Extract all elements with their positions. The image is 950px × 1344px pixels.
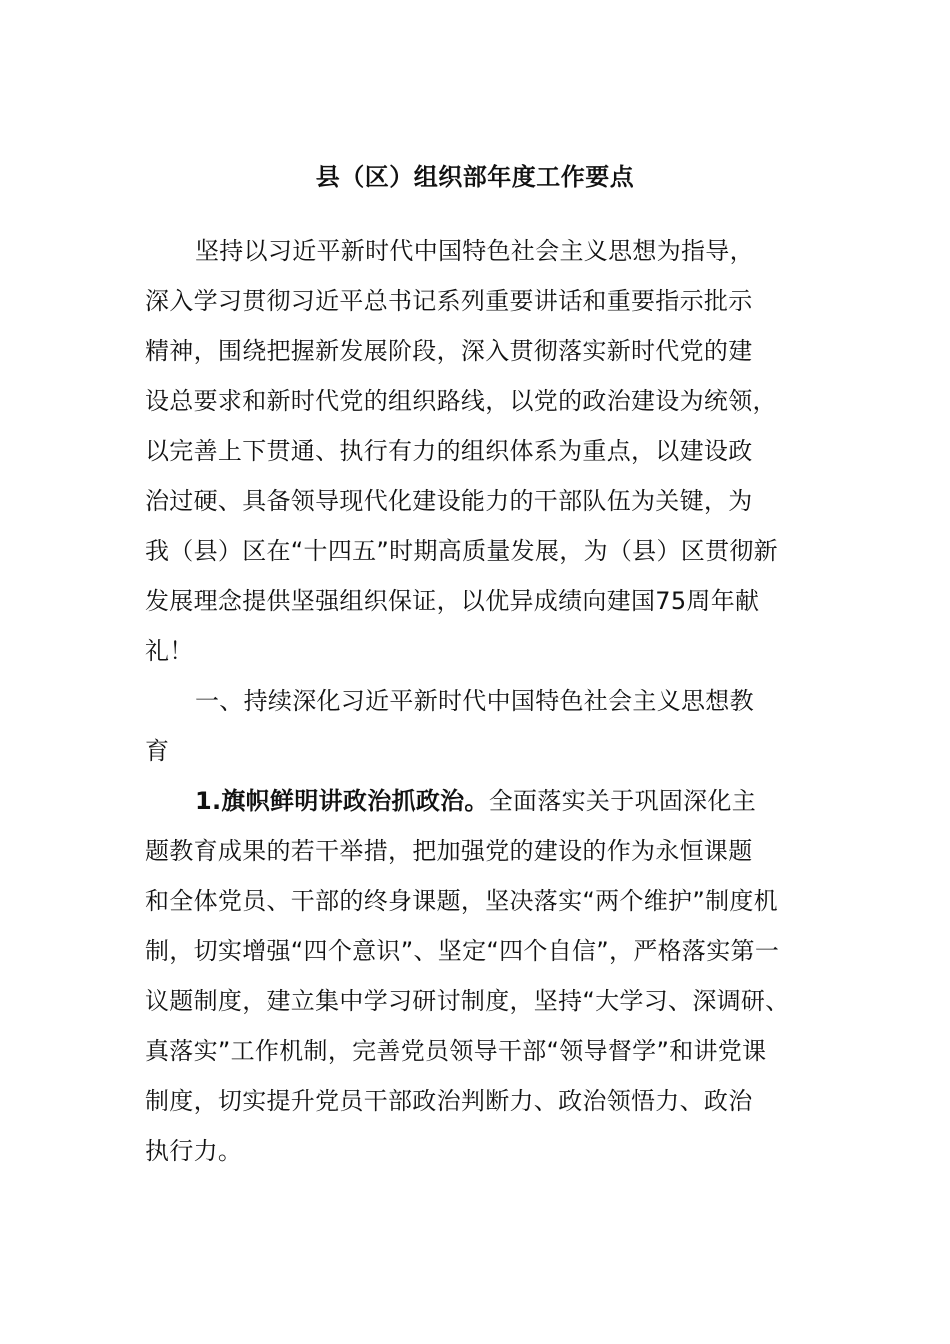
- paragraph-line: 精神，围绕把握新发展阶段，深入贯彻落实新时代党的建: [145, 337, 753, 365]
- paragraph-line: 发展理念提供坚强组织保证，以优异成绩向建国75周年献: [145, 587, 760, 615]
- paragraph-line: 执行力。: [145, 1137, 243, 1165]
- paragraph-line: 制度，切实提升党员干部政治判断力、政治领悟力、政治: [145, 1087, 753, 1115]
- section-heading-1: [145, 676, 805, 776]
- item-text: 全面落实关于巩固深化主: [488, 787, 757, 815]
- paragraph-line: 题教育成果的若干举措，把加强党的建设的作为永恒课题: [145, 837, 753, 865]
- paragraph-line: 深入学习贯彻习近平总书记系列重要讲话和重要指示批示: [145, 287, 753, 315]
- item-heading: 1.旗帜鲜明讲政治抓政治。: [195, 787, 489, 815]
- paragraph-line: 和全体党员、干部的终身课题，坚决落实“两个维护”制度机: [145, 887, 778, 915]
- paragraph-line: 治过硬、具备领导现代化建设能力的干部队伍为关键，为: [145, 487, 753, 515]
- item-first-line: [145, 776, 805, 826]
- intro-paragraph: [145, 226, 805, 676]
- paragraph-line: 设总要求和新时代党的组织路线，以党的政治建设为统领，: [145, 387, 777, 415]
- paragraph-line: 以完善上下贯通、执行有力的组织体系为重点，以建设政: [145, 437, 753, 465]
- document-body: [145, 226, 805, 1176]
- document-title: 县（区）组织部年度工作要点: [315, 163, 635, 191]
- section-heading-line: 育: [145, 737, 170, 765]
- paragraph-line: 制，切实增强“四个意识”、坚定“四个自信”，严格落实第一: [145, 937, 780, 965]
- section-heading-line: 一、持续深化习近平新时代中国特色社会主义思想教: [195, 687, 754, 715]
- paragraph-line: 议题制度，建立集中学习研讨制度，坚持“大学习、深调研、: [145, 987, 790, 1015]
- paragraph-line: 坚持以习近平新时代中国特色社会主义思想为指导，: [195, 237, 754, 265]
- paragraph-line: 我（县）区在“十四五”时期高质量发展，为（县）区贯彻新: [145, 537, 778, 565]
- item-1-paragraph: [145, 776, 805, 1176]
- paragraph-line: 真落实”工作机制，完善党员领导干部“领导督学”和讲党课: [145, 1037, 767, 1065]
- paragraph-line: 礼！: [145, 637, 194, 665]
